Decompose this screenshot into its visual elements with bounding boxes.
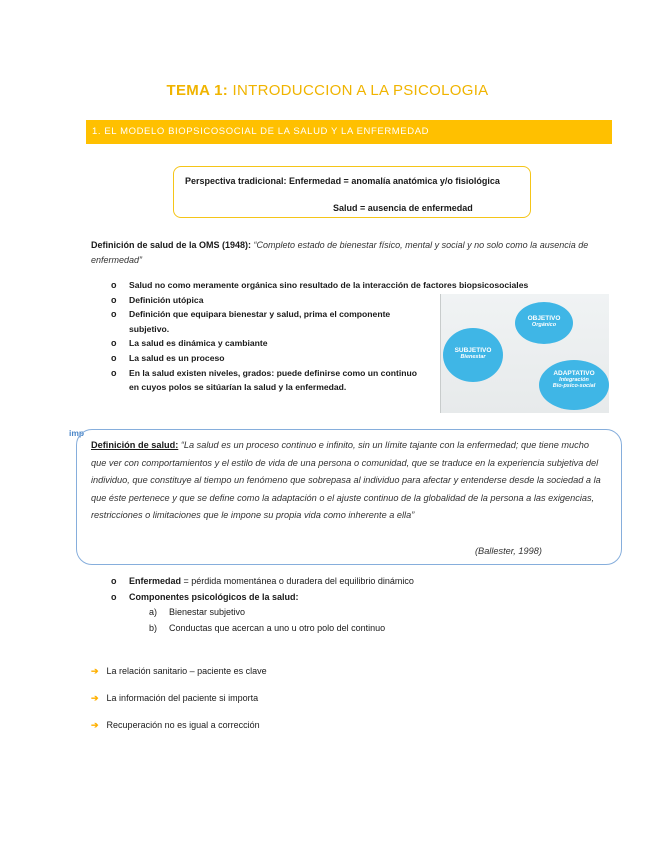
- arrow-right-icon: ➔: [91, 720, 99, 730]
- bubble-subjetivo-sub: Bienestar: [460, 354, 486, 360]
- sub-item-marker: b): [149, 622, 158, 633]
- bubble-adaptativo: [539, 360, 609, 410]
- arrow-point-text: La relación sanitario – paciente es clave: [106, 666, 267, 676]
- enfermedad-label: Enfermedad: [129, 576, 182, 586]
- health-definition-box: [76, 429, 622, 565]
- arrow-point: [91, 718, 267, 745]
- health-dimensions-diagram: [440, 294, 609, 413]
- oms-definition: [91, 238, 611, 268]
- arrow-points: [91, 664, 267, 745]
- imp-note: imp: [69, 428, 85, 438]
- perspective-disease: Enfermedad = anomalía anatómica y/o fisiológica: [286, 176, 500, 186]
- oms-quote: “Completo estado de bienestar físico, mental y social y no solo como la ausencia de enfermedad”: [91, 240, 589, 265]
- componentes-label: Componentes psicológicos de la salud:: [129, 591, 299, 602]
- sub-item-marker: a): [149, 607, 158, 617]
- list-item: o Definición que equipara bienestar y salud, prima el componente subjetivo.: [111, 307, 419, 336]
- title-number: TEMA 1:: [166, 82, 229, 99]
- perspective-line-1: [185, 176, 500, 186]
- page-title: [0, 82, 655, 99]
- health-definition-label: Definición de salud:: [91, 440, 179, 450]
- sub-item-text: Bienestar subjetivo: [169, 607, 246, 617]
- oms-label: Definición de salud de la OMS (1948):: [91, 240, 254, 250]
- sub-item-text: Conductas que acercan a uno u otro polo del continuo: [169, 622, 386, 633]
- bubble-objetivo: [515, 302, 573, 344]
- health-definition-text: [91, 437, 603, 525]
- bubble-subjetivo: [443, 328, 503, 382]
- enfermedad-text: = pérdida momentánea o duradera del equilibrio dinámico: [181, 576, 414, 586]
- bubble-objetivo-sub: Orgánico: [531, 322, 557, 328]
- section-banner-text: 1. EL MODELO BIOPSICOSOCIAL DE LA SALUD Y LA ENFERMEDAD: [92, 126, 430, 137]
- arrow-right-icon: ➔: [91, 666, 99, 676]
- bubble-adaptativo-title: ADAPTATIVO: [553, 370, 595, 377]
- disease-components-list: [111, 574, 591, 636]
- perspective-line-2: Salud = ausencia de enfermedad: [333, 203, 473, 213]
- bubble-subjetivo-title: SUBJETIVO: [454, 347, 492, 354]
- health-definition-quote: “La salud es un proceso continuo e infinito, sin un límite tajante con la enfermedad; que tiene mucho que ver con comportamientos y el estilo de vida de una persona o comunidad, que se traduce en la experiencia subjetiva del individuo, que constituye al tiempo un fenómeno que sobrepasa al individuo para afectar y entenderse desde la sociedad a la que éste pertenece y que se define como la adaptación o el ajuste continuo de la globalidad de la persona a las exigencias, restricciones o limitaciones que le impone su propia vida como inherente a ella”: [91, 440, 601, 520]
- perspective-box: [173, 166, 531, 218]
- health-definition-citation: (Ballester, 1998): [475, 546, 542, 556]
- bubble-adaptativo-sub1: Integración: [559, 377, 589, 383]
- perspective-label: Perspectiva tradicional:: [185, 176, 287, 186]
- arrow-point: [91, 664, 267, 691]
- section-banner: [86, 120, 612, 144]
- list-item: o La salud es un proceso: [111, 351, 551, 366]
- list-item-enfermedad: [111, 574, 591, 590]
- list-item-componentes: [111, 590, 591, 606]
- sub-item: [111, 621, 591, 637]
- bubble-objetivo-title: OBJETIVO: [527, 315, 561, 322]
- sub-item: [111, 605, 591, 621]
- list-item: o Salud no como meramente orgánica sino resultado de la interacción de factores biopsicosociales: [111, 278, 551, 293]
- list-item: o En la salud existen niveles, grados: puede definirse como un continuo en cuyos polos se sitúarían la salud y la enfermedad.: [111, 366, 419, 395]
- arrow-point-text: La información del paciente si importa: [106, 693, 259, 703]
- title-text: INTRODUCCION A LA PSICOLOGIA: [228, 82, 489, 99]
- arrow-point-text: Recuperación no es igual a corrección: [106, 720, 260, 730]
- list-item: o Definición utópica: [111, 293, 551, 308]
- bubble-adaptativo-sub2: Bio-psico-social: [552, 383, 596, 389]
- list-item: o La salud es dinámica y cambiante: [111, 336, 551, 351]
- arrow-point: [91, 691, 267, 718]
- arrow-right-icon: ➔: [91, 693, 99, 703]
